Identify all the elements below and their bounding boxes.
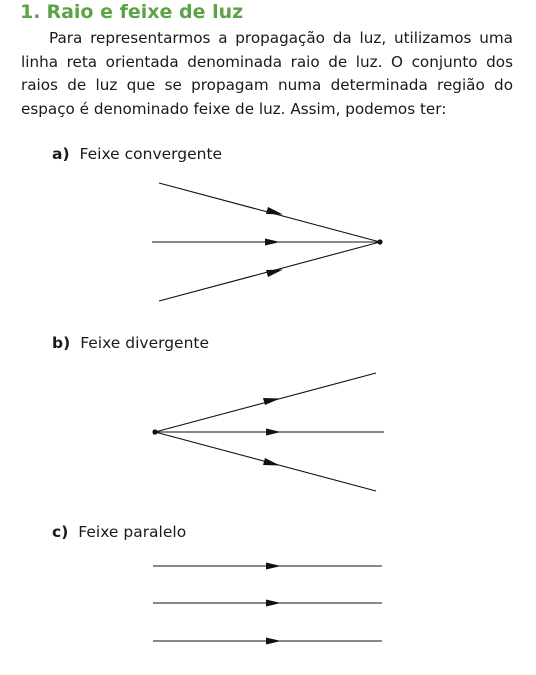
section-heading <box>20 1 243 23</box>
intro-paragraph: Para representarmos a propagação da luz, utilizamos uma linha reta orientada denominada raio de luz. O conjunto dos raios de luz que se propagam numa determinada região do espaço é denominado feixe de luz. Assim, podemos ter: <box>21 29 513 118</box>
divergent-beam-diagram <box>0 360 536 505</box>
item-letter: a) <box>52 145 70 163</box>
arrow-marker <box>266 563 281 570</box>
arrow-marker <box>266 600 281 607</box>
arrow-marker <box>266 270 283 278</box>
arrow-marker <box>266 429 281 436</box>
arrow-marker <box>263 398 280 405</box>
item-parallel-label <box>52 523 186 541</box>
item-divergent-label <box>52 334 209 352</box>
section-title: Raio e feixe de luz <box>46 1 244 23</box>
source-point <box>152 429 157 434</box>
focal-point <box>377 239 382 244</box>
item-text: Feixe paralelo <box>78 523 187 541</box>
arrow-marker <box>266 638 281 645</box>
item-convergent-label <box>52 145 222 163</box>
arrow-marker <box>265 239 280 246</box>
item-letter: b) <box>52 334 71 352</box>
item-text: Feixe divergente <box>80 334 210 352</box>
parallel-beam-diagram <box>0 550 536 660</box>
arrow-marker <box>266 207 283 215</box>
item-text: Feixe convergente <box>79 145 223 163</box>
arrow-marker <box>263 458 280 466</box>
item-letter: c) <box>52 523 69 541</box>
section-number: 1. <box>20 1 41 23</box>
convergent-beam-diagram <box>0 170 536 315</box>
